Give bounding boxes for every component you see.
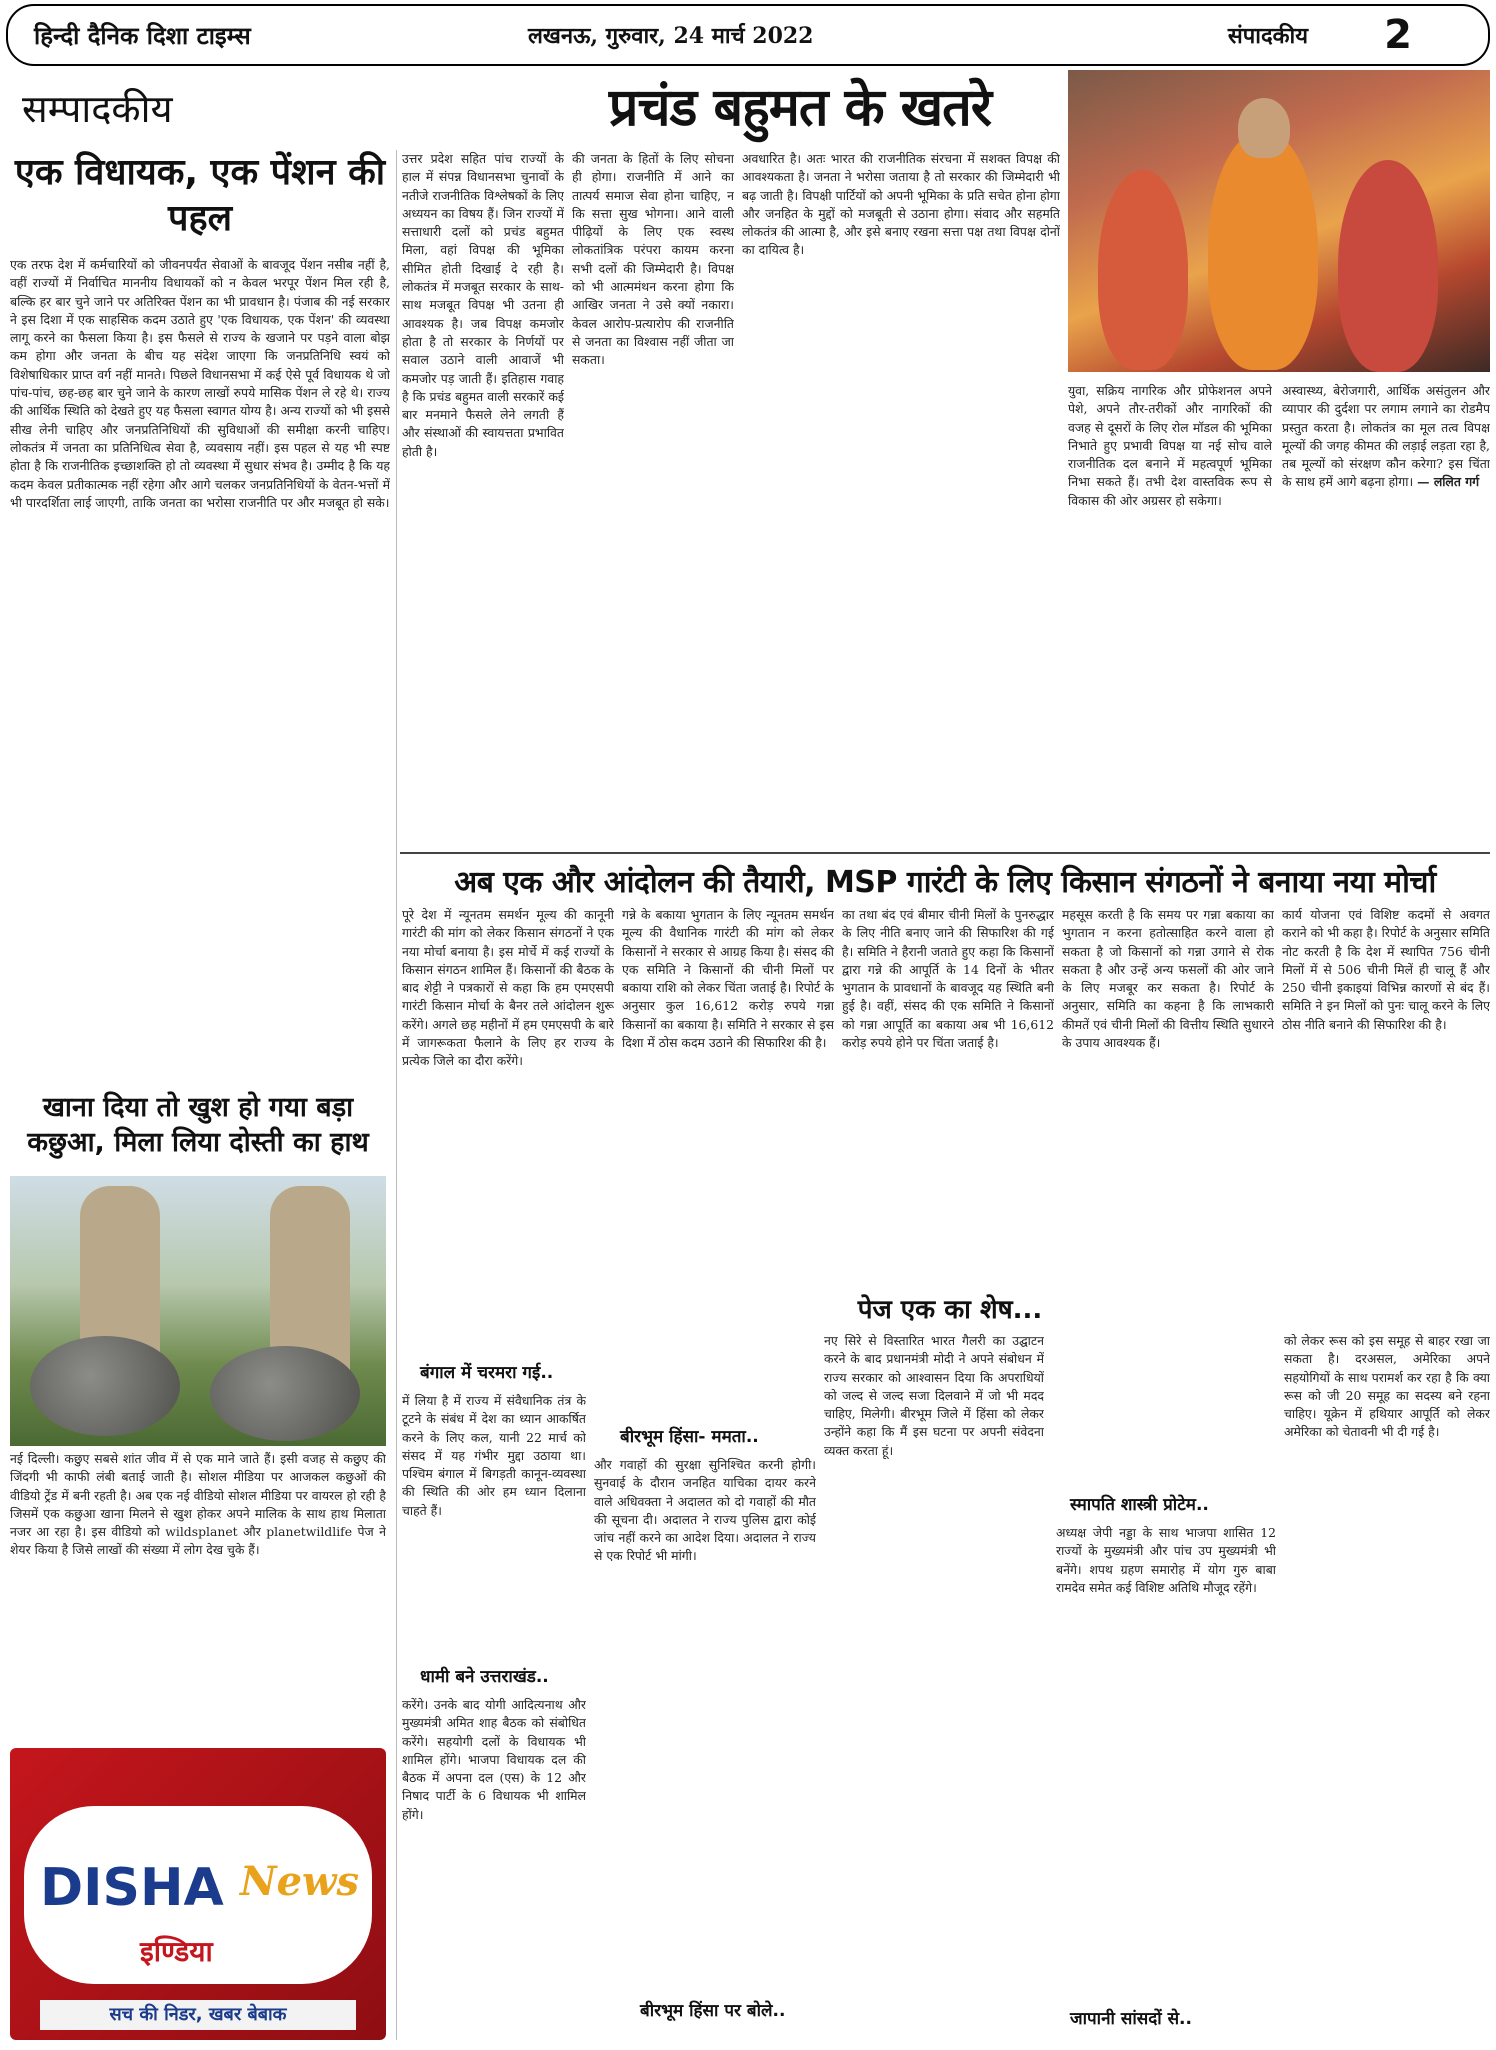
msp-col-1: पूरे देश में न्यूनतम समर्थन मूल्य की कानूनी गारंटी की मांग को लेकर किसान संगठनों ने एक नया मोर्चा बनाया है। इस मोर्चे में कई राज्यों के किसान संगठन शामिल हैं। किसानों की बैठक के बाद शेट्टी ने पत्रकारों से कहा कि हम एमएसपी गारंटी किसान मोर्चा के बैनर तले आंदोलन शुरू करेंगे। अगले छह महीनों में हम एमएसपी के बारे में जागरूकता फैलाने के लिए हर राज्य के प्रत्येक जिले का दौरा करेंगे।: [402, 907, 614, 1069]
main-article-col-4: युवा, सक्रिय नागरिक और प्रोफेशनल अपने पेशे, अपने तौर-तरीकों और नागरिकों की वजह से दूसरों के लिए रोल मॉडल की भूमिका निभाते हुए प्रभावी विपक्ष या नई सोच वाले राजनीतिक दल बनाने में महत्वपूर्ण भूमिका निभा सकते हैं। तभी देश वास्तविक रूप से विकास की ओर अग्रसर हो सकेगा।: [1068, 383, 1272, 508]
paper-name: हिन्दी दैनिक दिशा टाइम्स: [34, 20, 251, 50]
dhami-subhead: धामी बने उत्तराखंड..: [420, 1667, 549, 1687]
main-headline: प्रचंड बहुमत के खतरे: [608, 78, 992, 138]
msp-headline: अब एक और आंदोलन की तैयारी, MSP गारंटी के लिए किसान संगठनों ने बनाया नया मोर्चा: [454, 865, 1436, 900]
ad-tagline: सच की निडर, खबर बेबाक: [40, 2000, 356, 2030]
tortoise-headline: खाना दिया तो खुश हो गया बड़ा कछुआ, मिला लिया दोस्ती का हाथ: [27, 1092, 369, 1159]
main-article-col-1: उत्तर प्रदेश सहित पांच राज्यों के हाल में संपन्न विधानसभा चुनावों के नतीजे राजनीतिक विश्लेषकों के लिए अध्ययन का विषय हैं। जिन राज्यों में सत्ताधारी दलों को प्रचंड बहुमत मिला, वहां विपक्ष की भूमिका सीमित होती दिखाई दे रही है। लोकतंत्र में मजबूत सरकार के साथ-साथ मजबूत विपक्ष भी उतना ही आवश्यक है। जब विपक्ष कमजोर होता है तो सरकार के निर्णयों पर सवाल उठाने वाली आवाजें भी कमजोर पड़ जाती हैं। इतिहास गवाह है कि प्रचंड बहुमत वाली सरकारें कई बार मनमाने फैसले लेने लगती हैं और संस्थाओं की स्वायत्तता प्रभावित होती है।: [402, 151, 564, 459]
msp-col-3: का तथा बंद एवं बीमार चीनी मिलों के पुनरुद्धार के लिए नीति बनाए जाने की सिफारिश की गई है। समिति ने हैरानी जताते हुए कहा कि किसानों द्वारा गन्ने की आपूर्ति के 14 दिनों के भीतर भुगतान के प्रावधानों के बावजूद यह स्थिति बनी हुई है। वहीं, संसद की एक समिति ने किसानों को गन्ना आपूर्ति का बकाया अब भी 16,612 करोड़ रुपये होने पर चिंता जताई है।: [842, 907, 1054, 1051]
editorial-body: एक तरफ देश में कर्मचारियों को जीवनपर्यंत सेवाओं के बावजूद पेंशन नसीब नहीं है, वहीं राज्यों में निर्वाचित माननीय विधायकों को न केवल भरपूर पेंशन मिल रही है, बल्कि हर बार चुने जाने पर अतिरिक्त पेंशन का भी प्रावधान है। पंजाब की नई सरकार ने इस दिशा में एक साहसिक कदम उठाते हुए 'एक विधायक, एक पेंशन' की व्यवस्था लागू करने का फैसला किया है। इस फैसले से राज्य के खजाने पर पड़ने वाला बोझ कम होगा और जनता के बीच यह संदेश जाएगा कि जनप्रतिनिधि स्वयं को विशेषाधिकार प्राप्त वर्ग नहीं मानते। पिछले विधानसभा में कई ऐसे पूर्व विधायक थे जो पांच-पांच, छह-छह बार चुने जाने के कारण लाखों रुपये मासिक पेंशन ले रहे थे। राज्य की आर्थिक स्थिति को देखते हुए यह फैसला स्वागत योग्य है। अन्य राज्यों को भी इससे सीख लेनी चाहिए और जनप्रतिनिधियों की सुविधाओं की समीक्षा करनी चाहिए। लोकतंत्र में जनता का प्रतिनिधित्व सेवा है, व्यवसाय नहीं। इस पहल से यह भी स्पष्ट होता है कि राजनीतिक इच्छाशक्ति हो तो व्यवस्था में सुधार संभव है। उम्मीद है कि यह कदम केवल प्रतीकात्मक नहीं रहेगा और आगे चलकर जनप्रतिनिधियों के वेतन-भत्तों में भी पारदर्शिता लाई जाएगी, ताकि जनता का भरोसा राजनीति पर और मजबूत हो सके।: [10, 257, 390, 510]
main-article-col-5: [1282, 382, 1490, 850]
continuation-col-e: को लेकर रूस को इस समूह से बाहर रखा जा सकता है। दरअसल, अमेरिका अपने सहयोगियों के साथ परामर्श कर रहा है कि क्या रूस को जी 20 समूह का सदस्य बने रहना चाहिए। यूक्रेन में हथियार आपूर्ति को लेकर अमेरिका को चेतावनी भी दी गई है।: [1284, 1333, 1490, 1440]
horizontal-divider: [400, 852, 1490, 854]
main-article-col-3: अवधारित है। अतः भारत की राजनीतिक संरचना में सशक्त विपक्ष की आवश्यकता है। जनता ने भरोसा जताया है तो सरकार की जिम्मेदारी भी बढ़ जाती है। विपक्षी पार्टियों को अपनी भूमिका के प्रति सचेत होना होगा और जनहित के मुद्दों को मजबूती से उठाना होगा। संवाद और सहमति लोकतंत्र की आत्मा है, और इसे बनाए रखना सत्ता पक्ष तथा विपक्ष दोनों का दायित्व है।: [742, 151, 1060, 258]
masthead: [6, 4, 1490, 66]
pratem-body: अध्यक्ष जेपी नड्डा के साथ भाजपा शासित 12 राज्यों के मुख्यमंत्री और पांच उप मुख्यमंत्री भी बनेंगे। शपथ ग्रहण समारोह में योग गुरु बाबा रामदेव समेत कई विशिष्ट अतिथि मौजूद रहेंगे।: [1056, 1525, 1276, 1595]
ad-brand-news: News: [240, 1858, 359, 1905]
disha-news-ad: [10, 1748, 386, 2040]
issue-date: लखनऊ, गुरुवार, 24 मार्च 2022: [528, 23, 814, 49]
pratem-subhead: स्मापति शास्त्री प्रोटेम..: [1070, 1495, 1209, 1515]
editorial-title: एक विधायक, एक पेंशन की पहल: [14, 152, 386, 240]
dhami-body: करेंगे। उनके बाद योगी आदित्यनाथ और मुख्यमंत्री अमित शाह बैठक को संबोधित करेंगे। सहयोगी दलों के विधायक भी शामिल होंगे। भाजपा विधायक दल की बैठक में अपना दल (एस) के 12 और निषाद पार्टी के 6 विधायक भी शामिल होंगे।: [402, 1697, 586, 1822]
ad-brand-main: DISHA: [40, 1858, 224, 1918]
bengal-body: में लिया है में राज्य में संवैधानिक तंत्र के टूटने के संबंध में देश का ध्यान आकर्षित करने के लिए कल, यानी 22 मार्च को संसद में यह गंभीर मुद्दा उठाया था। पश्चिम बंगाल में बिगड़ती कानून-व्यवस्था की स्थिति की ओर हम ध्यान दिलाना चाहते हैं।: [402, 1393, 586, 1518]
birbhum2-subhead: बीरभूम हिंसा पर बोले..: [640, 2001, 786, 2021]
bengal-subhead: बंगाल में चरमरा गई..: [420, 1363, 554, 1383]
column-divider: [396, 150, 397, 2040]
tortoise-body: नई दिल्ली। कछुए सबसे शांत जीव में से एक माने जाते हैं। इसी वजह से कछुए की जिंदगी भी काफी लंबी बताई जाती है। सोशल मीडिया पर आजकल कछुओं की वीडियो ट्रेंड में बनी रहती है। अब एक नई वीडियो सोशल मीडिया पर वायरल हो रही है जिसमें एक कछुआ खाना मिलने से खुश होकर अपने मालिक के साथ हाथ मिलाता नजर आ रहा है। इस वीडियो को wildsplanet और planetwildlife पेज ने शेयर किया है जिसे लाखों की संख्या में लोग देख चुके हैं।: [10, 1451, 386, 1558]
rally-photo: [1068, 70, 1490, 372]
main-article-col-2: की जनता के हितों के लिए सोचना ही होगा। राजनीति में आने का तात्पर्य समाज सेवा होना चाहिए, न कि सत्ता सुख भोगना। आने वाली पीढ़ियों के लिए एक स्वस्थ लोकतांत्रिक परंपरा कायम करना सभी दलों की जिम्मेदारी है। विपक्ष को भी आत्ममंथन करना होगा कि आखिर जनता ने उसे क्यों नकारा। केवल आरोप-प्रत्यारोप की राजनीति से जनता का विश्वास नहीं जीता जा सकता।: [572, 151, 734, 368]
continuation-headline: पेज एक का शेष...: [857, 1295, 1043, 1325]
msp-col-5: कार्य योजना एवं विशिष्ट कदमों से अवगत कराने को भी कहा है। रिपोर्ट के अनुसार समिति नोट करती है कि देश में स्थापित 756 चीनी मिलों में से 506 चीनी मिलें ही चालू हैं और 250 चीनी इकाइयां विभिन्न कारणों से बंद हैं। समिति ने इन मिलों को पुनः चालू करने के लिए ठोस नीति बनाने की सिफारिश की है।: [1282, 907, 1490, 1032]
section-name: संपादकीय: [1227, 23, 1308, 49]
main-article-col-5-text: अस्वास्थ्य, बेरोजगारी, आर्थिक असंतुलन और व्यापार की दुर्दशा पर लगाम लगाने का रोडमैप प्रस्तुत करता है। लोकतंत्र का मूल तत्व विपक्ष मूल्यों की जगह कीमत की लड़ाई लड़ता रहा है, तब मूल्यों को संरक्षण कौन करेगा? इस चिंता के साथ हमें आगे बढ़ना होगा।: [1282, 383, 1490, 490]
section-label: सम्पादकीय: [22, 87, 173, 131]
article-author: — ललित गर्ग: [1417, 474, 1480, 490]
msp-col-4: महसूस करती है कि समय पर गन्ना बकाया का भुगतान न करना हतोत्साहित करने वाला हो सकता है जो किसानों को गन्ना उगाने से रोक सकता है और उन्हें अन्य फसलों की ओर जाने के लिए मजबूर कर सकता है। रिपोर्ट के अनुसार, समिति का कहना है कि लाभकारी कीमतें एवं चीनी मिलों की वित्तीय स्थिति सुधारने के उपाय आवश्यक हैं।: [1062, 907, 1274, 1051]
birbhum-subhead: बीरभूम हिंसा- ममता..: [620, 1427, 759, 1447]
page-number: 2: [1384, 12, 1412, 58]
ad-brand-region: इण्डिया: [140, 1935, 213, 1968]
birbhum-body: और गवाहों की सुरक्षा सुनिश्चित करनी होगी। सुनवाई के दौरान जनहित याचिका दायर करने वाले अधिवक्ता ने अदालत को दो गवाहों की मौत की सूचना दी। अदालत ने राज्य पुलिस द्वारा कोई जांच नहीं करने का आदेश दिया। अदालत ने राज्य से एक रिपोर्ट भी मांगी।: [594, 1457, 816, 1564]
japan-subhead: जापानी सांसदों से..: [1070, 2009, 1192, 2029]
msp-col-2: गन्ने के बकाया भुगतान के लिए न्यूनतम समर्थन मूल्य की वैधानिक गारंटी की मांग को लेकर किसानों ने सरकार से आग्रह किया है। संसद की एक समिति ने किसानों की चीनी मिलों पर बकाया राशि को लेकर चिंता जताई है। रिपोर्ट के अनुसार कुल 16,612 करोड़ रुपये गन्ना किसानों का बकाया है। समिति ने सरकार से इस दिशा में ठोस कदम उठाने की सिफारिश की है।: [622, 907, 834, 1051]
continuation-col-c: नए सिरे से विस्तारित भारत गैलरी का उद्घाटन करने के बाद प्रधानमंत्री मोदी ने अपने संबोधन में राज्य सरकार को आश्वासन दिया कि अपराधियों को जल्द से जल्द सजा दिलवाने में जो भी मदद चाहिए, मिलेगी। बीरभूम जिले में हिंसा को लेकर उन्होंने कहा कि मैं इस घटना पर अपनी संवेदना व्यक्त करता हूं।: [824, 1333, 1044, 1458]
tortoise-photo: [10, 1176, 386, 1446]
